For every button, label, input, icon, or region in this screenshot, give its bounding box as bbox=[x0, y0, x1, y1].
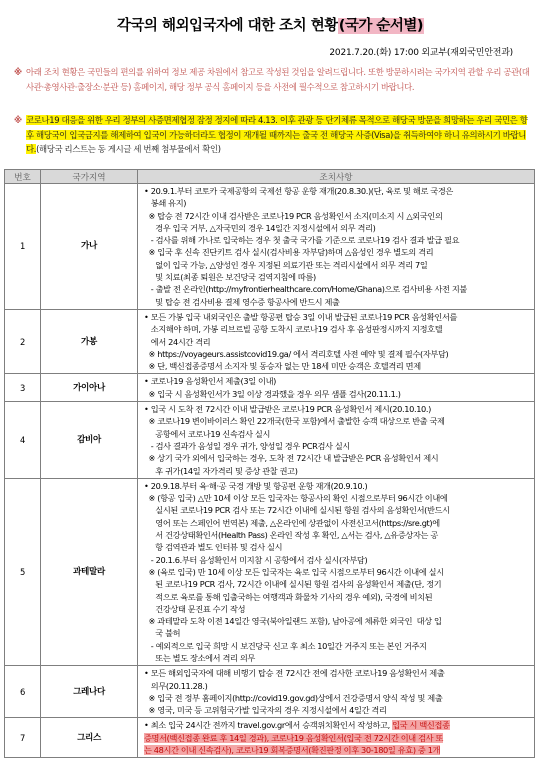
measure-line bbox=[144, 578, 530, 590]
title-wrap bbox=[0, 14, 541, 35]
notice-2-text: (해당국 리스트는 동 게시글 세 번째 첨부물에서 확인) bbox=[36, 144, 221, 155]
measure-line bbox=[144, 504, 530, 516]
header-country: 국가지역 bbox=[41, 170, 138, 184]
measure-line bbox=[144, 210, 530, 222]
notice-2 bbox=[14, 113, 532, 157]
row-measures bbox=[138, 184, 535, 310]
row-country: 가나 bbox=[41, 184, 138, 310]
row-measures bbox=[138, 718, 535, 758]
measure-line bbox=[144, 428, 530, 440]
table-row bbox=[5, 309, 535, 373]
measure-line bbox=[144, 692, 530, 704]
table-row bbox=[5, 718, 535, 758]
measure-line-text: 경우 입국 거부, △자국민의 경우 14일간 지정시설에서 의무 격리) bbox=[144, 222, 376, 233]
measure-line-text: - 검사를 위해 가나로 입국하는 경우 첫 출국 국가를 기준으로 코로나19 검사 결과 발급 필요 bbox=[144, 235, 460, 246]
measure-line bbox=[144, 271, 530, 283]
table-body bbox=[5, 184, 535, 758]
measure-line bbox=[144, 615, 530, 627]
row-number: 2 bbox=[5, 309, 41, 373]
table-row bbox=[5, 184, 535, 310]
row-measures bbox=[138, 666, 535, 718]
measure-line-text: • 입국 시 도착 전 72시간 이내 발급받은 코로나19 PCR 음성확인서 제시(20.10.10.) bbox=[144, 404, 432, 415]
measure-line-highlight: 입국 시 백신접종 bbox=[392, 720, 450, 731]
measure-line-text: ※ 입국 전 정부 홈페이지(http://covid19.gov.gd)상에서 건강증명서 양식 작성 및 제출 bbox=[144, 692, 443, 703]
measure-line bbox=[144, 336, 530, 348]
measure-line-text: 공항에서 코로나19 신속검사 실시 bbox=[144, 428, 271, 439]
measure-line-text: ※ 입국 후 신속 진단키트 검사 실시(검사비용 자부담)하며 △음성인 경우 별도의 격리 bbox=[144, 247, 434, 258]
measure-line bbox=[144, 554, 530, 566]
row-measures bbox=[138, 374, 535, 402]
page-title bbox=[117, 14, 424, 35]
measure-line-text: 서 건강상태확인서(Health Pass) 온라인 작성 후 확인, △서는 검사, △유증상자는 공 bbox=[144, 530, 438, 541]
header-number: 번호 bbox=[5, 170, 41, 184]
measure-line bbox=[144, 234, 530, 246]
row-country: 과테말라 bbox=[41, 478, 138, 665]
measure-line-text: ※ (항공 입국) △만 10세 이상 모든 입국자는 항공사의 확인 시점으로부터 96시간 이내에 bbox=[144, 493, 448, 504]
measure-line bbox=[144, 375, 530, 387]
measure-line bbox=[144, 627, 530, 639]
measure-line bbox=[144, 388, 530, 400]
measure-line bbox=[144, 465, 530, 477]
measure-line-text: • 20.9.18.부터 육·해·공 국경 개방 및 항공편 운항 재개(20.9.10.) bbox=[144, 480, 368, 491]
measure-line-text: ※ 상기 국가 외에서 입국하는 경우, 도착 전 72시간 내 발급받은 PCR 음성확인서 제시 bbox=[144, 453, 439, 464]
measure-line bbox=[144, 591, 530, 603]
measure-line bbox=[144, 197, 530, 209]
measure-line-text: ※ (육로 입국) 만 10세 이상 모든 입국자는 육로 입국 시점으로부터 96시간 이내에 실시 bbox=[144, 566, 444, 577]
notice-1-body bbox=[26, 65, 532, 94]
measure-line-text: - 출발 전 온라인(http://myfrontierhealthcare.com/Home/Ghana)으로 검사비용 사전 지불 bbox=[144, 284, 467, 295]
header-measures: 조치사항 bbox=[138, 170, 535, 184]
measure-line bbox=[144, 667, 530, 679]
measure-line bbox=[144, 222, 530, 234]
measure-line-text: 된 코로나19 PCR 검사, 72시간 이내에 실시된 항원 검사의 음성확인서 제출(단, 정기 bbox=[144, 579, 442, 590]
measure-line-text: - 검사 결과가 음성일 경우 귀가, 양성일 경우 PCR검사 실시 bbox=[144, 440, 350, 451]
measure-line-text: ※ 단, 백신접종증명서 소지자 및 동승자 없는 만 18세 미만 승객은 호텔격리 면제 bbox=[144, 361, 421, 372]
measure-line bbox=[144, 566, 530, 578]
measure-line bbox=[144, 492, 530, 504]
measure-line bbox=[144, 323, 530, 335]
measure-line bbox=[144, 480, 530, 492]
measure-line bbox=[144, 440, 530, 452]
measure-line bbox=[144, 452, 530, 464]
measure-line-text: 의무(20.11.28.) bbox=[144, 680, 208, 691]
table-row bbox=[5, 374, 535, 402]
measure-line bbox=[144, 246, 530, 258]
row-measures bbox=[138, 309, 535, 373]
measure-line bbox=[144, 348, 530, 360]
measure-line-text: • 코로나19 음성확인서 제출(3일 이내) bbox=[144, 376, 277, 387]
row-number: 4 bbox=[5, 402, 41, 479]
measure-line-text: 후 귀가(14일 자가격리 및 증상 관찰 권고) bbox=[144, 465, 298, 476]
measure-line-text: 에서 24시간 격리 bbox=[144, 336, 211, 347]
notice-2-text: 코로나19 대응을 위한 우리 정부의 사증면제협정 잠정 정지에 따라 4.13. 이후 관광 등 단기체류 목적으로 해당국 방문을 희망하는 우리 국민은 향후 해당국이 입국금지를 해제하여 입국이 가능하더라도 협정이 재개될 때까지는 출국 전 해당국 사증(Visa)을 취득하여야 하니 유의하시기 바랍니다. bbox=[26, 115, 528, 155]
measure-line-text: 봉쇄 유지) bbox=[144, 198, 187, 209]
row-number: 1 bbox=[5, 184, 41, 310]
measure-line-text: 국 불허 bbox=[144, 628, 181, 639]
measure-line bbox=[144, 732, 530, 744]
row-country: 감비아 bbox=[41, 402, 138, 479]
measure-line bbox=[144, 652, 530, 664]
table-row bbox=[5, 478, 535, 665]
measure-line-text: ※ 과테말라 도착 이전 14일간 영국(북아일랜드 포함), 남아공에 체류한 외국인 대상 입 bbox=[144, 616, 442, 627]
measure-line bbox=[144, 403, 530, 415]
measure-line-text: 적으로 육로를 통해 입출국하는 여행객과 화물차 기사의 경우 예외), 국경에 비치된 bbox=[144, 591, 433, 602]
date-author-line: 2021.7.20.(화) 17:00 외교부(재외국민안전과) bbox=[329, 48, 513, 58]
measure-line bbox=[144, 283, 530, 295]
measure-line-text: 또는 별도 장소에서 격리 의무 bbox=[144, 652, 255, 663]
measure-line bbox=[144, 640, 530, 652]
measure-line-text: 영어 또는 스페인어 번역본) 제출, △온라인에 상관없이 사전신고서(https://sre.gt)에 bbox=[144, 517, 440, 528]
measure-line bbox=[144, 517, 530, 529]
table-row bbox=[5, 666, 535, 718]
measure-line-text: 소지해야 하며, 가봉 리브르빌 공항 도착시 코로나19 검사 후 음성판정시까지 지정호텔 bbox=[144, 324, 443, 335]
measure-line-text: ※ https://voyageurs.assistcovid19.ga/ 에서 격리호텔 사전 예약 및 결제 필수(자부담) bbox=[144, 348, 449, 359]
row-country: 가봉 bbox=[41, 309, 138, 373]
notice-2-star: ※ bbox=[14, 115, 22, 125]
measure-line-text: 및 탑승 전 검사비용 결제 영수증 항공사에 반드시 제출 bbox=[144, 296, 340, 307]
measure-line bbox=[144, 529, 530, 541]
measure-line bbox=[144, 744, 530, 756]
notice-2-body bbox=[26, 113, 532, 157]
measure-line-text: 실시된 코로나19 PCR 검사 또는 72시간 이내에 실시된 항원 검사의 음성확인서(반드시 bbox=[144, 505, 450, 516]
row-number: 3 bbox=[5, 374, 41, 402]
measure-line-text: • 20.9.1.부터 코토카 국제공항의 국제선 항공 운항 재개(20.8.30.)(단, 육로 및 해로 국경은 bbox=[144, 186, 453, 196]
measure-line-text: 항 검역관과 별도 인터뷰 및 검사 실시 bbox=[144, 542, 283, 553]
measure-line-text: • 모든 가봉 입국 내외국인은 출발 항공편 탑승 3일 이내 발급된 코로나19 PCR 음성확인서를 bbox=[144, 311, 458, 322]
measure-line-text: 는 48시간 이내 신속검사), 코로나19 회복증명서(확진판정 이후 30-180일 유효) 중 1개 bbox=[144, 745, 441, 756]
notice-1-text: 아래 조치 현황은 국민들의 편의를 위하여 정보 제공 차원에서 참고로 작성된 것임을 알려드립니다. 또한 방문하시려는 국가지역 관할 우리 공관(대사관·총영사관·출장소·분관 등) 홈페이지, 해당 정부 공식 홈페이지 등을 사전에 필수적으로 참고하시기 바랍니다. bbox=[26, 67, 530, 92]
measure-line-text: ※ 영국, 미국 등 고위험국가발 입국자의 경우 지정시설에서 4일간 격리 bbox=[144, 705, 387, 716]
measure-line-text: 건강상태 문진표 수기 작성 bbox=[144, 603, 246, 614]
measure-line-text: 증명서(백신접종 완료 후 14일 경과), 코로나19 음성확인서(입국 전 72시간 이내 검사 또 bbox=[144, 732, 444, 743]
table-row bbox=[5, 402, 535, 479]
measure-line-text: • 모든 해외입국자에 대해 비행기 탑승 전 72시간 전에 검사한 코로나19 음성확인서 제출 bbox=[144, 668, 445, 679]
notice-1-star: ※ bbox=[14, 67, 22, 77]
measure-line bbox=[144, 680, 530, 692]
row-country: 그레나다 bbox=[41, 666, 138, 718]
measure-line bbox=[144, 360, 530, 372]
measure-line-text: ※ 입국 시 음성확인서가 3일 이상 경과했을 경우 의무 샘플 검사(20.11.1.) bbox=[144, 388, 401, 399]
measure-line bbox=[144, 415, 530, 427]
measure-line-text: ※ 탑승 전 72시간 이내 검사받은 코로나19 PCR 음성확인서 소지(미소지 시 △외국인의 bbox=[144, 210, 443, 221]
notice-1 bbox=[14, 65, 532, 94]
row-measures bbox=[138, 478, 535, 665]
measure-line bbox=[144, 185, 530, 197]
measure-line-text: - 20.1.6.부터 음성확인서 미지참 시 공항에서 검사 실시(자부담) bbox=[144, 554, 368, 565]
measure-line-text: 및 치료(최종 퇴원은 보건당국 검역지침에 따름) bbox=[144, 272, 316, 283]
table-header-row bbox=[5, 170, 535, 184]
row-country: 그리스 bbox=[41, 718, 138, 758]
measure-line bbox=[144, 296, 530, 308]
page-title-highlight: (국가 순서별) bbox=[338, 18, 424, 34]
measure-line-text: • 최소 입국 24시간 전까지 travel.gov.gr에서 승객위치확인서 작성하고, bbox=[144, 720, 393, 731]
row-number: 6 bbox=[5, 666, 41, 718]
measure-line bbox=[144, 719, 530, 731]
row-number: 7 bbox=[5, 718, 41, 758]
measure-line-text: - 예외적으로 입국 희망 시 보건당국 신고 후 최소 10일간 거주지 또는 본인 거주지 bbox=[144, 640, 427, 651]
measure-line bbox=[144, 311, 530, 323]
row-number: 5 bbox=[5, 478, 41, 665]
measure-line-text: 없이 입국 가능, △양성인 경우 지정된 의료기관 또는 격리시설에서 의무 격리 7일 bbox=[144, 259, 428, 270]
page-title-main: 각국의 해외입국자에 대한 조치 현황 bbox=[116, 18, 338, 34]
measure-line bbox=[144, 603, 530, 615]
measure-line bbox=[144, 704, 530, 716]
measures-table bbox=[4, 169, 535, 758]
row-measures bbox=[138, 402, 535, 479]
measure-line bbox=[144, 541, 530, 553]
measure-line-text: ※ 코로나19 변이바이러스 확인 22개국(한국 포함)에서 출발한 승객 대상으로 반출 국제 bbox=[144, 416, 445, 427]
measure-line bbox=[144, 259, 530, 271]
row-country: 가이아나 bbox=[41, 374, 138, 402]
